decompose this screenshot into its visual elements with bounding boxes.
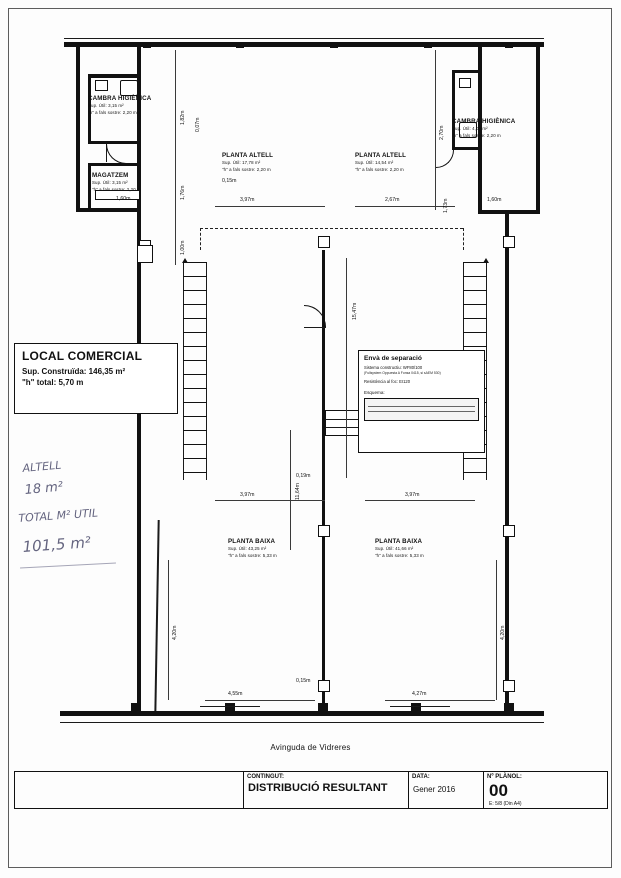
dimline-4-55-bottom [205, 700, 315, 701]
stair-right-arrow [483, 258, 489, 263]
dim-4-27: 4,27m [412, 691, 427, 697]
title-block-blank-cell [15, 772, 244, 808]
opening-left-hall [137, 245, 153, 263]
wall-right-bottom-cap [478, 210, 540, 214]
room-title: CAMBRA HIGIÈNICA [452, 118, 516, 125]
wall-left-bottom-cap [76, 208, 141, 212]
room-title: PLANTA BAIXA [228, 538, 276, 545]
stair-left-step [183, 346, 207, 347]
room-sub2: "h" a fals sostre: 5,33 m [375, 552, 424, 558]
wall-ch-right-bottom [452, 147, 480, 150]
column-right-mid [503, 525, 515, 537]
plano-caption: Nº PLÀNOL: [487, 774, 522, 780]
dim-0-15-bottom: 0,15m [296, 678, 311, 684]
dim-11-64: 11,64m [295, 483, 301, 500]
fixture-shower-left [120, 80, 138, 96]
room-label-magatzem [92, 172, 141, 193]
stair-left-step [183, 472, 207, 473]
contingut-value: DISTRIBUCIÓ RESULTANT [248, 782, 388, 794]
column-top-2 [236, 42, 244, 48]
stair-left-step [183, 416, 207, 417]
room-label-planta-baixa-left [228, 538, 277, 559]
mezzanine-outline-top [200, 228, 463, 229]
stair-left-step [183, 332, 207, 333]
stair-right-step [463, 318, 487, 319]
stair-left-step [183, 430, 207, 431]
room-sub1: Sup. Útil: 3,15 m² [88, 103, 124, 109]
stair-left-step [183, 290, 207, 291]
room-title: MAGATZEM [92, 172, 129, 179]
column-bottom-5 [504, 703, 514, 715]
contingut-caption: CONTINGUT: [247, 774, 284, 780]
dimline-right-vertical [435, 50, 436, 210]
dim-1-60-right: 1,60m [487, 197, 502, 203]
dimline-3-97-mid-right [365, 500, 475, 501]
column-bottom-4 [411, 703, 421, 715]
dim-3-97-top-left: 3,97m [240, 197, 255, 203]
dim-15-47: 15,47m [352, 302, 358, 320]
room-sub2: "h" a fals sostre: 5,33 m [228, 552, 277, 558]
wall-ch-right-top [452, 70, 480, 73]
room-label-planta-altell-right [355, 152, 406, 173]
room-sub2: "h" a fals sostre: 2,20 m [88, 109, 137, 115]
dim-2-70: 2,70m [439, 125, 445, 140]
column-top-5 [505, 42, 513, 48]
room-label-cambra-higienica-right [452, 118, 515, 139]
wall-top-outline [64, 38, 544, 39]
room-sub2: "h" a fals sostre: 2,20 m [355, 166, 404, 172]
door-interior-leaf [304, 327, 326, 328]
room-sub1: Sup. Útil: 41,66 m² [375, 546, 414, 552]
stair-right-step [463, 346, 487, 347]
handwriting-altell: ALTELL [22, 458, 62, 475]
stair-left-step [183, 374, 207, 375]
dim-3-97-mid-right: 3,97m [405, 492, 420, 498]
stair-left-step [183, 304, 207, 305]
room-sub1: Sup. Útil: 14,54 m² [355, 160, 394, 166]
data-value: Gener 2016 [413, 785, 456, 794]
room-label-cambra-higienica-left [88, 95, 151, 116]
stair-right-step [463, 276, 487, 277]
column-right-bottom [503, 680, 515, 692]
dimline-center-11-64 [290, 430, 291, 550]
room-sub1: Sup. Útil: 4,00 m² [452, 126, 488, 132]
wall-ch-left-top [88, 74, 140, 78]
fixture-wc-right [459, 78, 471, 88]
dim-4-20-left: 4,20m [172, 625, 178, 640]
room-label-planta-baixa-right [375, 538, 424, 559]
column-top-1 [143, 42, 151, 48]
room-title: CAMBRA HIGIÈNICA [88, 95, 152, 102]
dimline-center-15-47 [346, 258, 347, 478]
scale-label: E: 5/8 (Din A4) [489, 801, 522, 807]
legend-title: LOCAL COMERCIAL [22, 349, 143, 363]
room-sub2: "h" a fals sostre: 2,20 m [452, 132, 501, 138]
wall-top-exterior [64, 42, 544, 47]
room-sub2: "h" a fals sostre: 2,20 m [92, 186, 141, 192]
stair-right-edge-outer [486, 262, 487, 480]
wall-magatzem-top [88, 163, 140, 166]
dim-2-67: 2,67m [385, 197, 400, 203]
stair-right-step [463, 332, 487, 333]
dim-0-19: 0,19m [296, 473, 311, 479]
stair-right-step [463, 458, 487, 459]
room-sub2: "h" a fals sostre: 2,20 m [222, 166, 271, 172]
stair-left-step [183, 458, 207, 459]
legend-box [14, 343, 178, 414]
column-bottom-2 [225, 703, 235, 715]
stair-left-step [183, 276, 207, 277]
dimline-left-vertical [175, 50, 176, 265]
column-center-bottom [318, 680, 330, 692]
room-title: PLANTA ALTELL [222, 152, 274, 159]
stair-left-step [183, 444, 207, 445]
sepnote-line4: Esquema: [364, 389, 385, 395]
stair-right-step [463, 290, 487, 291]
column-right-top [503, 236, 515, 248]
street-label: Avinguda de Vidreres [270, 743, 351, 752]
dimline-left-4-20 [168, 560, 169, 700]
dim-0-07: 0,07m [195, 117, 201, 132]
title-block-plano-cell [484, 772, 607, 808]
title-block [14, 771, 608, 809]
dimline-right-4-20 [496, 560, 497, 700]
mezzanine-outline-right [463, 228, 464, 250]
handwriting-total-util: TOTAL M² UTIL [18, 506, 99, 525]
title-block-contingut-cell [244, 772, 409, 808]
stair-left-step [183, 360, 207, 361]
data-caption: DATA: [412, 774, 430, 780]
handwriting-18m2: 18 m² [24, 479, 64, 498]
sepnote-title: Envà de separació [364, 355, 422, 362]
wall-left-main [137, 212, 141, 712]
room-sub1: Sup. Útil: 17,78 m² [222, 160, 261, 166]
dim-1-60-left: 1,60m [116, 196, 131, 202]
stair-right-step [463, 472, 487, 473]
dimline-3-97-top-left [215, 206, 325, 207]
room-sub1: Sup. Útil: 43,25 m² [228, 546, 267, 552]
sepnote-line1: Sistema constructiu: WF80/100 [364, 365, 423, 370]
stair-right-step [463, 304, 487, 305]
dimline-4-27-bottom [385, 700, 495, 701]
dim-1-76: 1,76m [180, 185, 186, 200]
legend-line2: "h" total: 5,70 m [22, 378, 84, 387]
column-top-3 [330, 42, 338, 48]
sepnote-line2: (Fullsystem Oppuesta A Fonsa 0415, si sAEM 530) [364, 371, 441, 376]
column-bottom-1 [131, 703, 141, 715]
column-top-4 [424, 42, 432, 48]
fixture-wc-left [95, 80, 108, 91]
wall-right-upper [536, 42, 540, 214]
wall-left-upper [76, 42, 80, 212]
dim-4-55: 4,55m [228, 691, 243, 697]
sepnote-schema-diagram [364, 398, 479, 421]
dimline-2-67-top-right [355, 206, 455, 207]
room-sub1: Sup. Útil: 3,15 m² [92, 180, 128, 186]
stair-left-step [183, 388, 207, 389]
stair-left-step [183, 402, 207, 403]
dimline-3-97-mid-left [215, 500, 325, 501]
dim-4-20-right: 4,20m [500, 625, 506, 640]
mezzanine-outline-left [200, 228, 201, 250]
facade-opening-right [390, 706, 450, 707]
title-block-data-cell [409, 772, 484, 808]
handwriting-total-value: 101,5 m² [22, 533, 92, 556]
sepnote-line3: Resistència al foc: EI120 [364, 379, 411, 385]
dim-0-15-top: 0,15m [222, 178, 237, 184]
stair-left-step [183, 318, 207, 319]
plano-value: 00 [489, 781, 508, 800]
room-label-planta-altell-left [222, 152, 273, 173]
separation-note-box [358, 350, 485, 453]
dim-1-00: 1,00m [180, 240, 186, 255]
dim-1-73: 1,73m [443, 198, 449, 213]
stair-left-arrow [182, 258, 188, 263]
sheet-border [8, 8, 612, 868]
dim-1-82: 1,82m [180, 110, 186, 125]
room-title: PLANTA ALTELL [355, 152, 407, 159]
facade-opening-left [200, 706, 260, 707]
stair-left-edge-outer [206, 262, 207, 480]
column-center-mid [318, 525, 330, 537]
stair-left-edge-inner [183, 262, 184, 480]
column-center-top [318, 236, 330, 248]
wall-bottom-outline [60, 722, 544, 723]
wall-magatzem-left [88, 163, 91, 208]
room-title: PLANTA BAIXA [375, 538, 423, 545]
legend-line1: Sup. Construïda: 146,35 m² [22, 367, 126, 376]
dim-3-97-mid-left: 3,97m [240, 492, 255, 498]
